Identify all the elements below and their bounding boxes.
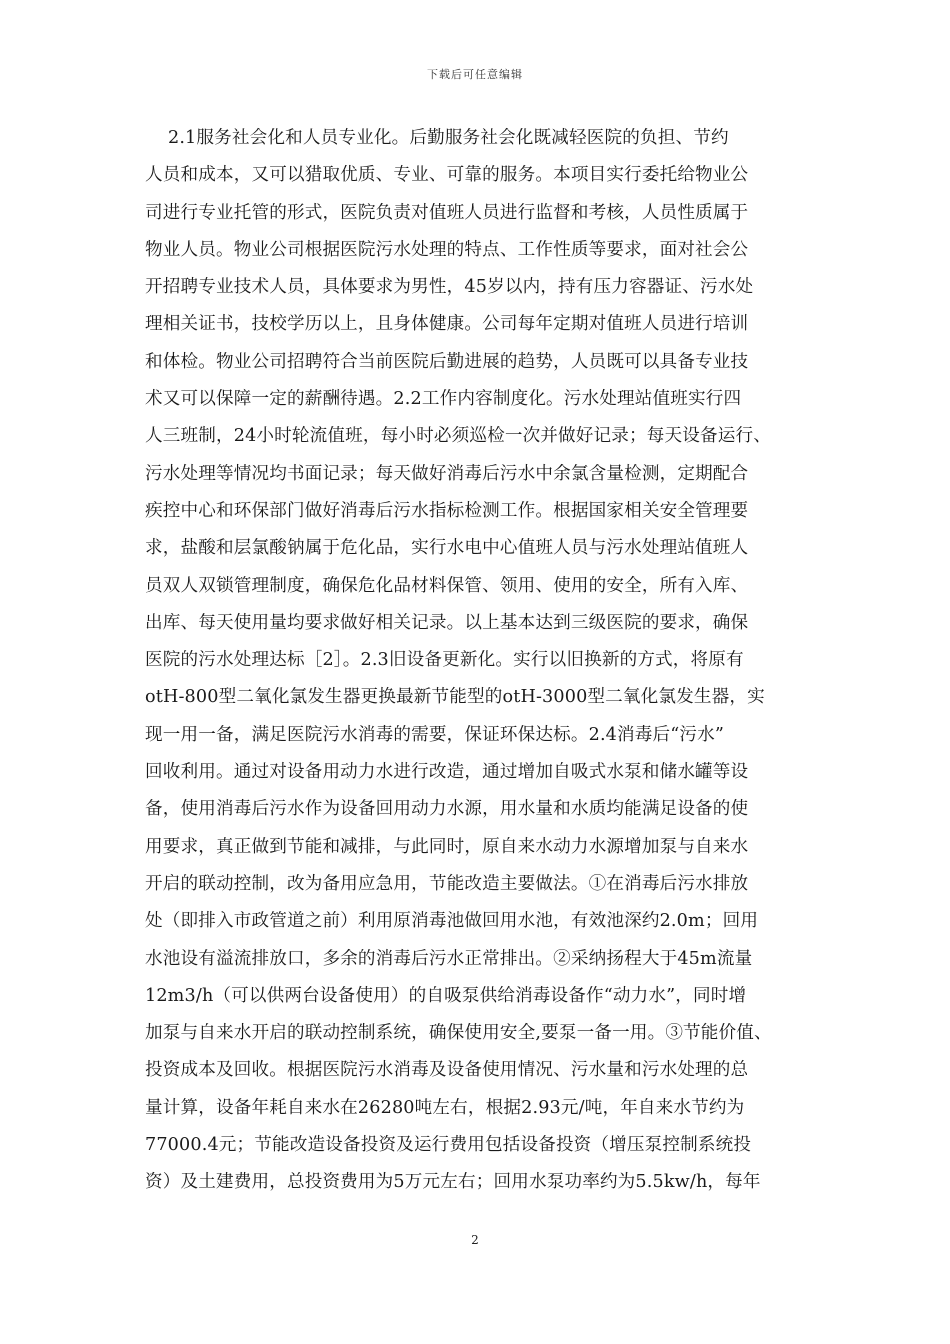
text-line: 物业人员。物业公司根据医院污水处理的特点、工作性质等要求，面对社会公: [145, 239, 749, 260]
text-line: 和体检。物业公司招聘符合当前医院后勤进展的趋势，人员既可以具备专业技: [145, 351, 749, 372]
text-line: 人三班制，24小时轮流值班，每小时必须巡检一次并做好记录；每天设备运行、: [145, 426, 771, 447]
text-line: 医院的污水处理达标［2］。2.3旧设备更新化。实行以旧换新的方式，将原有: [145, 650, 744, 671]
document-body: [145, 120, 810, 1202]
text-line: 人员和成本，又可以猎取优质、专业、可靠的服务。本项目实行委托给物业公: [145, 165, 749, 186]
text-line: 现一用一备，满足医院污水消毒的需要，保证环保达标。2.4消毒后“污水”: [145, 724, 725, 745]
text-line: 处（即排入市政管道之前）利用原消毒池做回用水池，有效池深约2.0m；回用: [145, 911, 759, 932]
text-line: 资）及土建费用，总投资费用为5万元左右；回用水泵功率约为5.5kw/h，每年: [145, 1172, 761, 1193]
text-line: otH-800型二氧化氯发生器更换最新节能型的otH-3000型二氧化氯发生器，实: [145, 687, 765, 708]
text-line: 备，使用消毒后污水作为设备回用动力水源，用水量和水质均能满足设备的使: [145, 799, 749, 820]
page-number: 2: [471, 1233, 479, 1247]
text-line: 2.1服务社会化和人员专业化。后勤服务社会化既减轻医院的负担、节约: [145, 128, 729, 148]
text-line: 投资成本及回收。根据医院污水消毒及设备使用情况、污水量和污水处理的总: [145, 1060, 749, 1081]
text-line: 出库、每天使用量均要求做好相关记录。以上基本达到三级医院的要求，确保: [145, 612, 749, 633]
text-line: 疾控中心和环保部门做好消毒后污水指标检测工作。根据国家相关安全管理要: [145, 500, 749, 521]
text-line: 12m3/h（可以供两台设备使用）的自吸泵供给消毒设备作“动力水”，同时增: [145, 985, 747, 1006]
text-line: 77000.4元；节能改造设备投资及运行费用包括设备投资（增压泵控制系统投: [145, 1135, 752, 1156]
text-line: 员双人双锁管理制度，确保危化品材料保管、领用、使用的安全，所有入库、: [145, 575, 749, 596]
text-line: 水池设有溢流排放口，多余的消毒后污水正常排出。②采纳扬程大于45m流量: [145, 948, 753, 969]
text-line: 污水处理等情况均书面记录；每天做好消毒后污水中余氯含量检测，定期配合: [145, 463, 749, 484]
text-line: 回收利用。通过对设备用动力水进行改造，通过增加自吸式水泵和储水罐等设: [145, 762, 749, 783]
text-line: 术又可以保障一定的薪酬待遇。2.2工作内容制度化。污水处理站值班实行四: [145, 389, 742, 410]
page-header: 下载后可任意编辑: [427, 68, 523, 81]
text-line: 求，盐酸和层氯酸钠属于危化品，实行水电中心值班人员与污水处理站值班人: [145, 538, 749, 559]
text-line: 司进行专业托管的形式，医院负责对值班人员进行监督和考核，人员性质属于: [145, 202, 749, 223]
text-line: 用要求，真正做到节能和减排，与此同时，原自来水动力水源增加泵与自来水: [145, 836, 749, 857]
text-line: 开招聘专业技术人员，具体要求为男性，45岁以内，持有压力容器证、污水处: [145, 277, 754, 298]
text-line: 理相关证书，技校学历以上，且身体健康。公司每年定期对值班人员进行培训: [145, 314, 749, 335]
text-line: 量计算，设备年耗自来水在26280吨左右，根据2.93元/吨，年自来水节约为: [145, 1097, 745, 1118]
text-line: 加泵与自来水开启的联动控制系统，确保使用安全,要泵一备一用。③节能价值、: [145, 1023, 772, 1044]
text-line: 开启的联动控制，改为备用应急用，节能改造主要做法。①在消毒后污水排放: [145, 873, 749, 894]
